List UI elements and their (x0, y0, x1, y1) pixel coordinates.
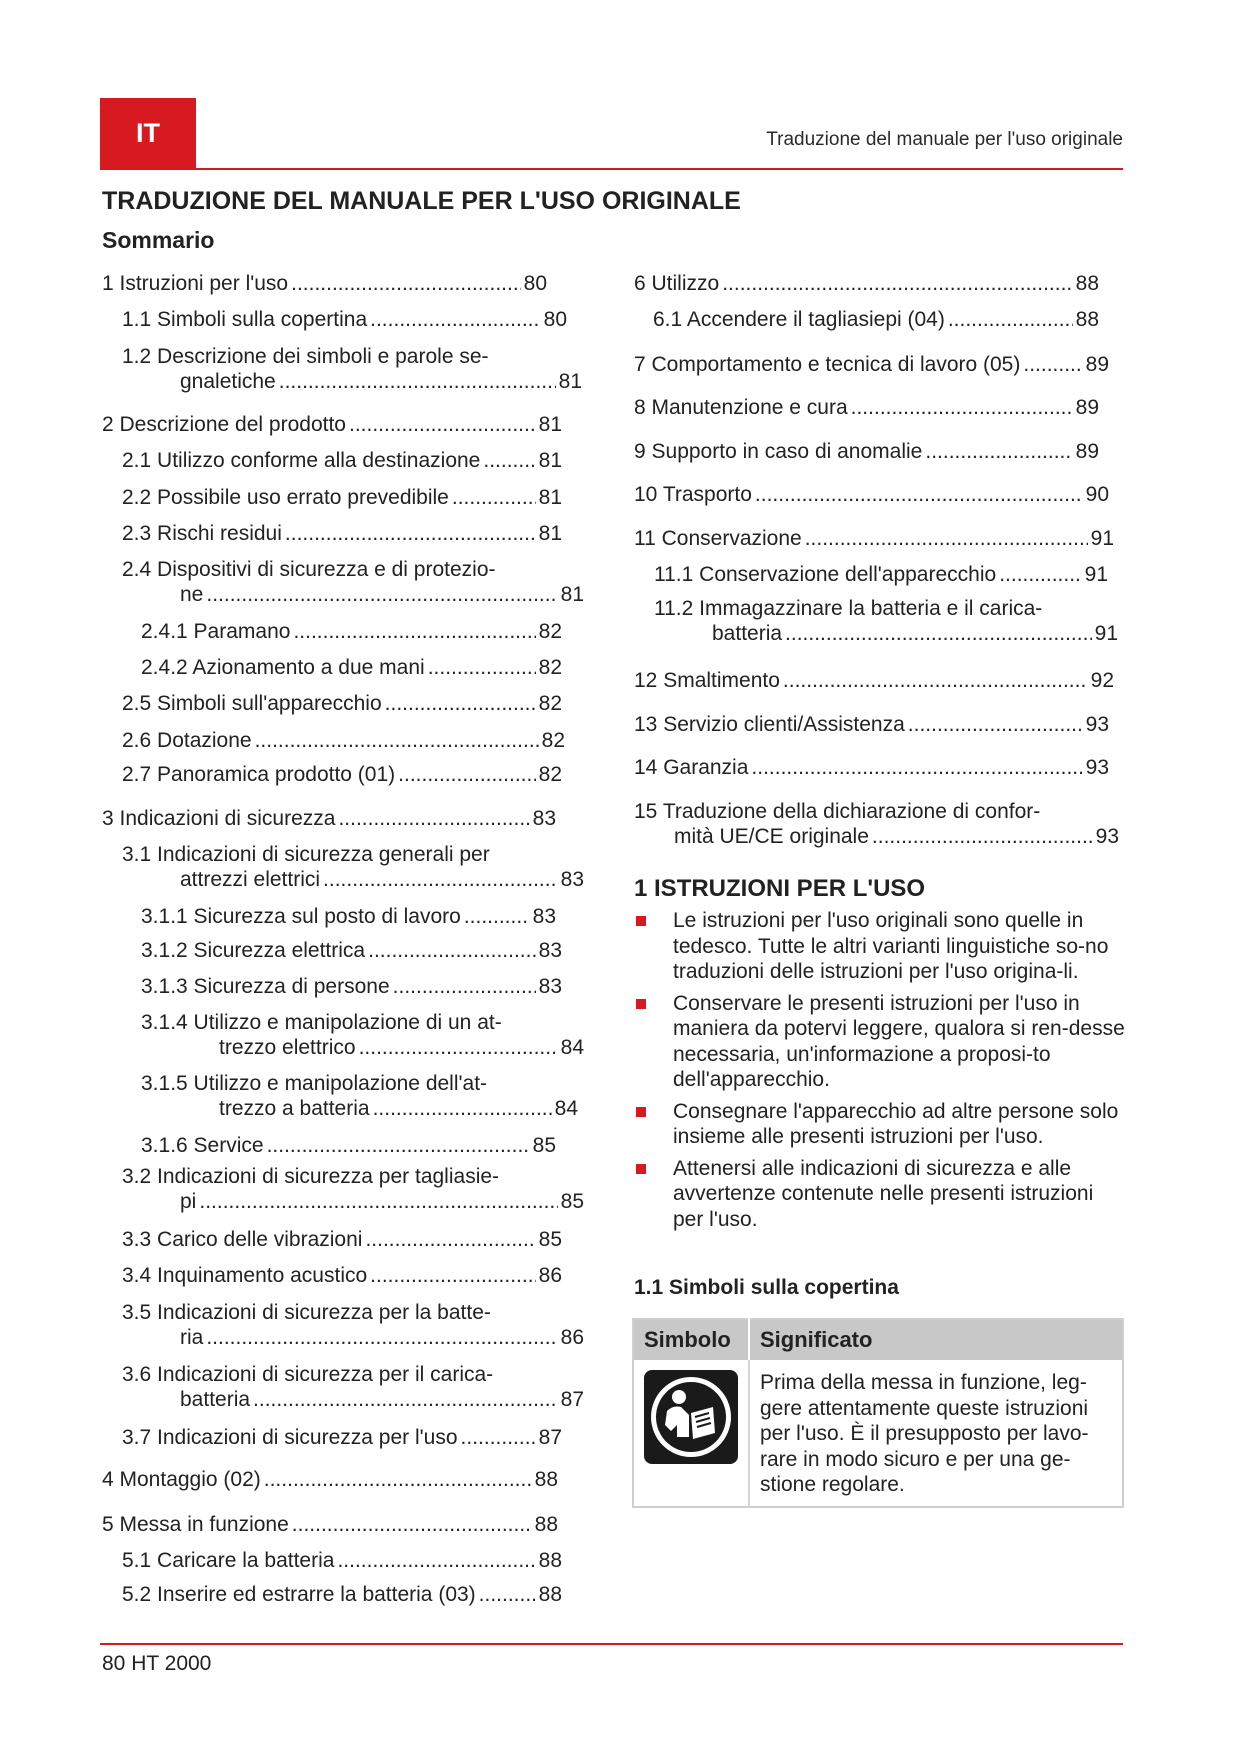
toc-entry[interactable]: 6 Utilizzo ..... 88 (634, 271, 1099, 296)
red-square-bullet-icon (636, 916, 646, 926)
list-item: Attenersi alle indicazioni di sicurezza e alle avvertenze contenute nelle presenti istruzioni per l'uso. (634, 1156, 1126, 1233)
toc-entry[interactable]: 3.1.4 Utilizzo e manipolazione di un at- trezzo elettrico ..... 84 (141, 1010, 584, 1060)
footer-divider (100, 1643, 1123, 1645)
toc-entry[interactable]: 3.1.3 Sicurezza di persone ..... 83 (141, 974, 562, 999)
list-item: Consegnare l'apparecchio ad altre persone solo insieme alle presenti istruzioni per l'uso. (634, 1099, 1126, 1150)
toc-entry[interactable]: 3.1.5 Utilizzo e manipolazione dell'at- trezzo a batteria ..... 84 (141, 1071, 578, 1121)
header-divider (100, 168, 1123, 170)
bullet-list (634, 908, 1126, 1238)
language-tab (100, 98, 196, 168)
toc-entry[interactable]: 2.7 Panoramica prodotto (01) ..... 82 (122, 762, 562, 787)
toc-entry[interactable]: 5 Messa in funzione ..... 88 (102, 1512, 558, 1537)
toc-title: Sommario (102, 227, 215, 253)
toc-entry[interactable]: 1.1 Simboli sulla copertina ..... 80 (122, 307, 567, 332)
toc-entry[interactable]: 6.1 Accendere il tagliasiepi (04) ..... 88 (653, 307, 1099, 332)
toc-entry[interactable]: 2.4.1 Paramano ..... 82 (141, 619, 562, 644)
table-header-meaning: Significato (749, 1319, 1123, 1360)
toc-entry[interactable]: 11.1 Conservazione dell'apparecchio ..... 91 (654, 562, 1108, 587)
read-manual-icon (644, 1370, 738, 1464)
toc-entry[interactable]: 2.2 Possibile uso errato prevedibile ..... 81 (122, 485, 562, 510)
subsection-heading: 1.1 Simboli sulla copertina (634, 1276, 899, 1299)
toc-entry[interactable]: 3.2 Indicazioni di sicurezza per tagliasie- pi ..... 85 (122, 1164, 584, 1214)
toc-entry[interactable]: 5.2 Inserire ed estrarre la batteria (03) ..... 88 (122, 1582, 562, 1607)
toc-entry[interactable]: 7 Comportamento e tecnica di lavoro (05) ..... 89 (634, 352, 1109, 377)
toc-entry[interactable]: 10 Trasporto ..... 90 (634, 482, 1109, 507)
toc-entry[interactable]: 3.1.1 Sicurezza sul posto di lavoro ..... 83 (141, 904, 556, 929)
red-square-bullet-icon (636, 999, 646, 1009)
table-row (633, 1360, 1123, 1507)
toc-entry[interactable]: 1 Istruzioni per l'uso ..... 80 (102, 271, 547, 296)
toc-entry[interactable]: 2.4 Dispositivi di sicurezza e di protezio- ne ..... 81 (122, 557, 584, 607)
toc-entry[interactable]: 2.6 Dotazione ..... 82 (122, 728, 565, 753)
toc-entry[interactable]: 3.4 Inquinamento acustico ..... 86 (122, 1263, 562, 1288)
toc-entry[interactable]: 2.3 Rischi residui ..... 81 (122, 521, 562, 546)
toc-entry[interactable]: 2.1 Utilizzo conforme alla destinazione ..... 81 (122, 448, 562, 473)
document-title: TRADUZIONE DEL MANUALE PER L'USO ORIGINALE (102, 187, 741, 215)
toc-entry[interactable]: 3.1.6 Service ..... 85 (141, 1133, 556, 1158)
symbol-cell (633, 1360, 749, 1507)
red-square-bullet-icon (636, 1164, 646, 1174)
toc-entry[interactable]: 11.2 Immagazzinare la batteria e il carica- batteria ..... 91 (654, 596, 1118, 646)
toc-entry[interactable]: 3.5 Indicazioni di sicurezza per la batte- ria ..... 86 (122, 1300, 584, 1350)
toc-entry[interactable]: 3.1.2 Sicurezza elettrica ..... 83 (141, 938, 562, 963)
toc-entry[interactable]: 3.3 Carico delle vibrazioni ..... 85 (122, 1227, 562, 1252)
table-header-symbol: Simbolo (633, 1319, 749, 1360)
toc-entry[interactable]: 2 Descrizione del prodotto ..... 81 (102, 412, 562, 437)
symbol-table (632, 1318, 1124, 1508)
toc-entry[interactable]: 2.5 Simboli sull'apparecchio ..... 82 (122, 691, 562, 716)
page-footer: 80 HT 2000 (102, 1652, 212, 1675)
toc-entry[interactable]: 11 Conservazione ..... 91 (634, 526, 1114, 551)
header-title: Traduzione del manuale per l'uso originale (766, 129, 1123, 150)
red-square-bullet-icon (636, 1107, 646, 1117)
toc-entry[interactable]: 15 Traduzione della dichiarazione di confor- mità UE/CE originale ..... 93 (634, 799, 1119, 849)
toc-entry[interactable]: 3.6 Indicazioni di sicurezza per il carica- batteria ..... 87 (122, 1362, 584, 1412)
toc-entry[interactable]: 8 Manutenzione e cura ..... 89 (634, 395, 1099, 420)
toc-entry[interactable]: 9 Supporto in caso di anomalie ..... 89 (634, 439, 1099, 464)
toc-entry[interactable]: 14 Garanzia ..... 93 (634, 755, 1109, 780)
toc-entry[interactable]: 3.1 Indicazioni di sicurezza generali per attrezzi elettrici ..... 83 (122, 842, 584, 892)
toc-entry[interactable]: 5.1 Caricare la batteria ..... 88 (122, 1548, 562, 1573)
list-item: Conservare le presenti istruzioni per l'uso in maniera da potervi leggere, qualora si ren-desse necessaria, un'informazione a proposi-to dell'apparecchio. (634, 991, 1126, 1093)
toc-entry[interactable]: 4 Montaggio (02) ..... 88 (102, 1467, 558, 1492)
toc-entry[interactable]: 2.4.2 Azionamento a due mani ..... 82 (141, 655, 562, 680)
meaning-cell: Prima della messa in funzione, leg-gere attentamente queste istruzioni per l'uso. È il presupposto per lavo-rare in modo sicuro e per una ge-stione regolare. (749, 1360, 1123, 1507)
toc-entry[interactable]: 13 Servizio clienti/Assistenza ..... 93 (634, 712, 1109, 737)
list-item: Le istruzioni per l'uso originali sono quelle in tedesco. Tutte le altri varianti linguistiche so-no traduzioni delle istruzioni per l'uso origina-li. (634, 908, 1126, 985)
section-heading: 1 ISTRUZIONI PER L'USO (634, 875, 926, 902)
language-code: IT (136, 117, 160, 148)
toc-entry[interactable]: 1.2 Descrizione dei simboli e parole se- gnaletiche ..... 81 (122, 344, 582, 394)
toc-entry[interactable]: 3 Indicazioni di sicurezza ..... 83 (102, 806, 556, 831)
toc-entry[interactable]: 3.7 Indicazioni di sicurezza per l'uso ..... 87 (122, 1425, 562, 1450)
toc-entry[interactable]: 12 Smaltimento ..... 92 (634, 668, 1114, 693)
